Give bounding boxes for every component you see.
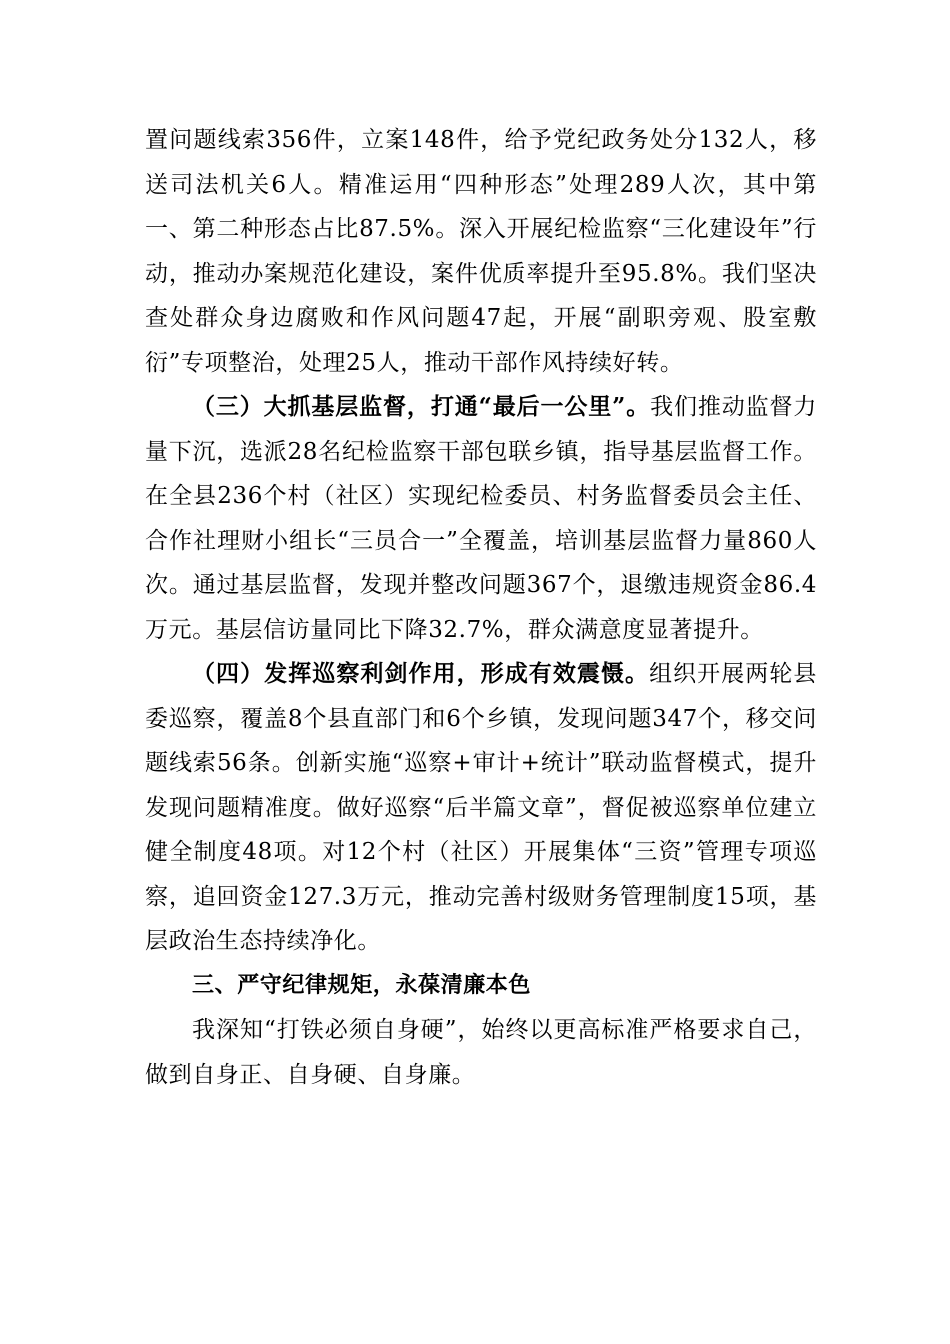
paragraph-text: 置问题线索356件，立案148件，给予党纪政务处分132人，移送司法机关6人。精准运用“四种形态”处理289人次，其中第一、第二种形态占比87.5%。深入开展纪检监察“三化建设年”行动，推动办案规范化建设，案件优质率提升至95.8%。我们坚决查处群众身边腐败和作风问题47起，开展“副职旁观、股室敷衍”专项整治，处理25人，推动干部作风持续好转。 — [145, 127, 817, 376]
paragraph-lead: （四）发挥巡察利剑作用，形成有效震慑。 — [192, 660, 650, 687]
paragraph-case-handling — [145, 118, 817, 385]
paragraph-inspection — [145, 652, 817, 964]
paragraph-text: 我深知“打铁必须自身硬”，始终以更高标准严格要求自己，做到自身正、自身硬、自身廉。 — [145, 1017, 817, 1088]
paragraph-self-discipline — [145, 1008, 817, 1097]
paragraph-grassroots-supervision — [145, 385, 817, 652]
paragraph-text: 组织开展两轮县委巡察，覆盖8个县直部门和6个乡镇，发现问题347个，移交问题线索56条。创新实施“巡察+审计+统计”联动监督模式，提升发现问题精准度。做好巡察“后半篇文章”，督促被巡察单位建立健全制度48项。对12个村（社区）开展集体“三资”管理专项巡察，追回资金127.3万元，推动完善村级财务管理制度15项，基层政治生态持续净化。 — [145, 661, 817, 954]
document-body — [145, 118, 817, 1097]
paragraph-lead: （三）大抓基层监督，打通“最后一公里”。 — [192, 393, 651, 420]
section-heading: 三、严守纪律规矩，永葆清廉本色 — [192, 972, 532, 998]
paragraph-text: 我们推动监督力量下沉，选派28名纪检监察干部包联乡镇，指导基层监督工作。在全县236个村（社区）实现纪检委员、村务监督委员会主任、合作社理财小组长“三员合一”全覆盖，培训基层监督力量860人次。通过基层监督，发现并整改问题367个，退缴违规资金86.4万元。基层信访量同比下降32.7%，群众满意度显著提升。 — [145, 394, 818, 643]
